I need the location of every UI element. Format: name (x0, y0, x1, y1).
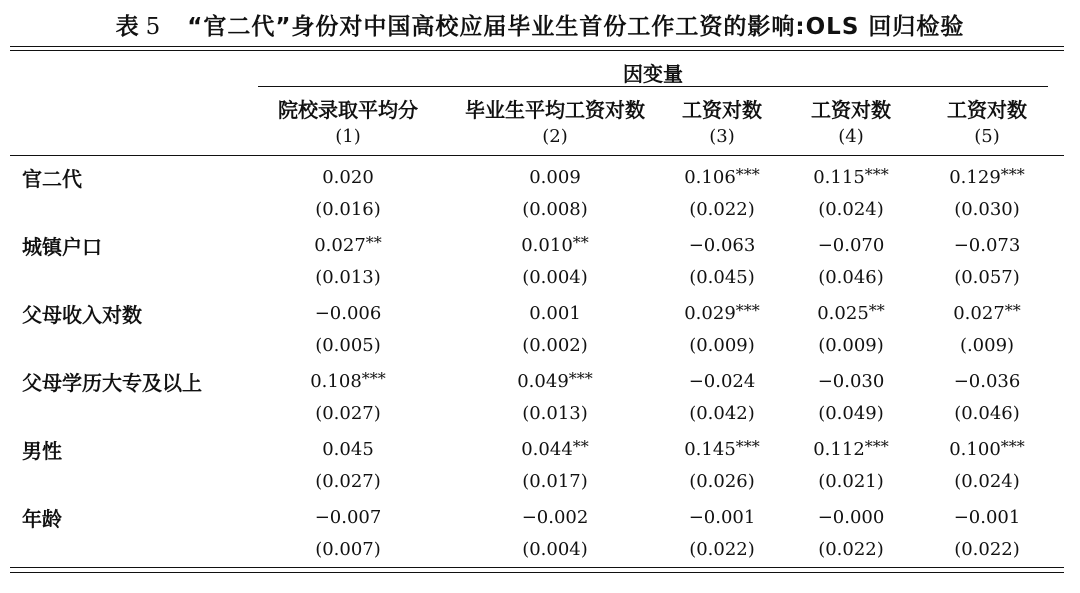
standard-error-cell: (0.013) (522, 403, 588, 424)
standard-error-cell: (0.013) (315, 267, 381, 288)
coefficient-cell (238, 437, 458, 460)
standard-error-cell: (0.045) (689, 267, 755, 288)
coefficient-cell (877, 505, 1080, 528)
standard-error-cell: (0.005) (315, 335, 381, 356)
standard-error-cell: (0.049) (818, 403, 884, 424)
significance-stars: *** (1000, 165, 1025, 184)
coefficient-value: 0.027 (314, 235, 366, 256)
coefficient-value: −0.001 (953, 507, 1021, 528)
coefficient-value: −0.073 (953, 235, 1021, 256)
coefficient-value: −0.030 (817, 371, 885, 392)
table-title-text: “官二代”身份对中国高校应届毕业生首份工作工资的影响:OLS 回归检验 (187, 14, 965, 40)
coefficient-value: −0.070 (817, 235, 885, 256)
coefficient-value: 0.115 (813, 167, 865, 188)
column-number: (2) (542, 126, 568, 147)
coefficient-cell (238, 165, 458, 188)
top-rule-thin (10, 46, 1064, 47)
standard-error-cell: (0.046) (954, 403, 1020, 424)
coefficient-value: 0.108 (310, 371, 362, 392)
significance-stars: ** (572, 233, 589, 252)
standard-error-cell: (0.021) (818, 471, 884, 492)
coefficient-cell (877, 369, 1080, 392)
standard-error-cell: (0.017) (522, 471, 588, 492)
coefficient-value: 0.010 (521, 235, 573, 256)
coefficient-value: −0.000 (817, 507, 885, 528)
standard-error-cell: (0.024) (954, 471, 1020, 492)
coefficient-value: −0.002 (521, 507, 589, 528)
coefficient-value: −0.036 (953, 371, 1021, 392)
standard-error-cell: (.009) (959, 335, 1015, 356)
column-number: (1) (335, 126, 361, 147)
significance-stars: ** (365, 233, 382, 252)
dependent-variable-rule (258, 86, 1048, 87)
coefficient-value: 0.044 (521, 439, 573, 460)
coefficient-value: 0.106 (684, 167, 736, 188)
table-title (0, 8, 1080, 41)
standard-error-cell: (0.030) (954, 199, 1020, 220)
header-bottom-rule (10, 155, 1064, 156)
column-header-label: 工资对数 (947, 98, 1027, 122)
coefficient-value: −0.063 (688, 235, 756, 256)
standard-error-cell: (0.022) (954, 539, 1020, 560)
standard-error-cell: (0.009) (689, 335, 755, 356)
coefficient-value: 0.020 (322, 167, 374, 188)
significance-stars: *** (735, 437, 760, 456)
standard-error-cell: (0.027) (315, 471, 381, 492)
standard-error-cell: (0.009) (818, 335, 884, 356)
standard-error-cell: (0.027) (315, 403, 381, 424)
bottom-rule-thin-2 (10, 572, 1064, 573)
significance-stars: *** (735, 165, 760, 184)
top-rule-thin-2 (10, 50, 1064, 51)
standard-error-cell: (0.016) (315, 199, 381, 220)
coefficient-cell (238, 301, 458, 324)
coefficient-value: −0.007 (314, 507, 382, 528)
standard-error-cell: (0.007) (315, 539, 381, 560)
row-label: 父母学历大专及以上 (22, 371, 202, 395)
coefficient-value: 0.001 (529, 303, 581, 324)
column-header-label: 工资对数 (682, 98, 762, 122)
standard-error-cell: (0.002) (522, 335, 588, 356)
coefficient-value: 0.129 (949, 167, 1001, 188)
coefficient-cell (877, 301, 1080, 324)
significance-stars: *** (568, 369, 593, 388)
coefficient-value: 0.009 (529, 167, 581, 188)
significance-stars: *** (864, 437, 889, 456)
row-label: 年龄 (22, 507, 62, 531)
standard-error-cell: (0.057) (954, 267, 1020, 288)
coefficient-value: 0.027 (953, 303, 1005, 324)
coefficient-cell (877, 165, 1080, 188)
column-header-label: 工资对数 (811, 98, 891, 122)
coefficient-value: 0.049 (517, 371, 569, 392)
row-label: 城镇户口 (22, 235, 102, 259)
column-number: (5) (974, 126, 1000, 147)
table-title-prefix: 表 (115, 14, 140, 40)
row-label: 男性 (22, 439, 62, 463)
coefficient-value: −0.006 (314, 303, 382, 324)
dependent-variable-header: 因变量 (623, 62, 683, 86)
coefficient-value: 0.045 (322, 439, 374, 460)
column-header-label: 毕业生平均工资对数 (465, 98, 645, 122)
coefficient-value: 0.112 (813, 439, 865, 460)
column-number: (4) (838, 126, 864, 147)
standard-error-cell: (0.004) (522, 267, 588, 288)
coefficient-value: 0.029 (684, 303, 736, 324)
coefficient-cell (877, 437, 1080, 460)
significance-stars: ** (572, 437, 589, 456)
standard-error-cell: (0.022) (689, 199, 755, 220)
significance-stars: ** (868, 301, 885, 320)
significance-stars: *** (864, 165, 889, 184)
column-header-label: 院校录取平均分 (278, 98, 418, 122)
significance-stars: *** (361, 369, 386, 388)
coefficient-value: −0.024 (688, 371, 756, 392)
standard-error-cell: (0.022) (818, 539, 884, 560)
significance-stars: *** (1000, 437, 1025, 456)
coefficient-cell (238, 233, 458, 256)
standard-error-cell: (0.024) (818, 199, 884, 220)
coefficient-cell (877, 233, 1080, 256)
standard-error-cell: (0.026) (689, 471, 755, 492)
coefficient-value: 0.145 (684, 439, 736, 460)
standard-error-cell: (0.022) (689, 539, 755, 560)
standard-error-cell: (0.004) (522, 539, 588, 560)
coefficient-cell (238, 369, 458, 392)
table-title-number: 5 (145, 14, 162, 40)
column-number: (3) (709, 126, 735, 147)
significance-stars: *** (735, 301, 760, 320)
bottom-rule-thin (10, 567, 1064, 568)
significance-stars: ** (1004, 301, 1021, 320)
standard-error-cell: (0.046) (818, 267, 884, 288)
row-label: 官二代 (22, 167, 82, 191)
coefficient-value: −0.001 (688, 507, 756, 528)
standard-error-cell: (0.008) (522, 199, 588, 220)
coefficient-value: 0.025 (817, 303, 869, 324)
standard-error-cell: (0.042) (689, 403, 755, 424)
row-label: 父母收入对数 (22, 303, 142, 327)
coefficient-value: 0.100 (949, 439, 1001, 460)
coefficient-cell (238, 505, 458, 528)
